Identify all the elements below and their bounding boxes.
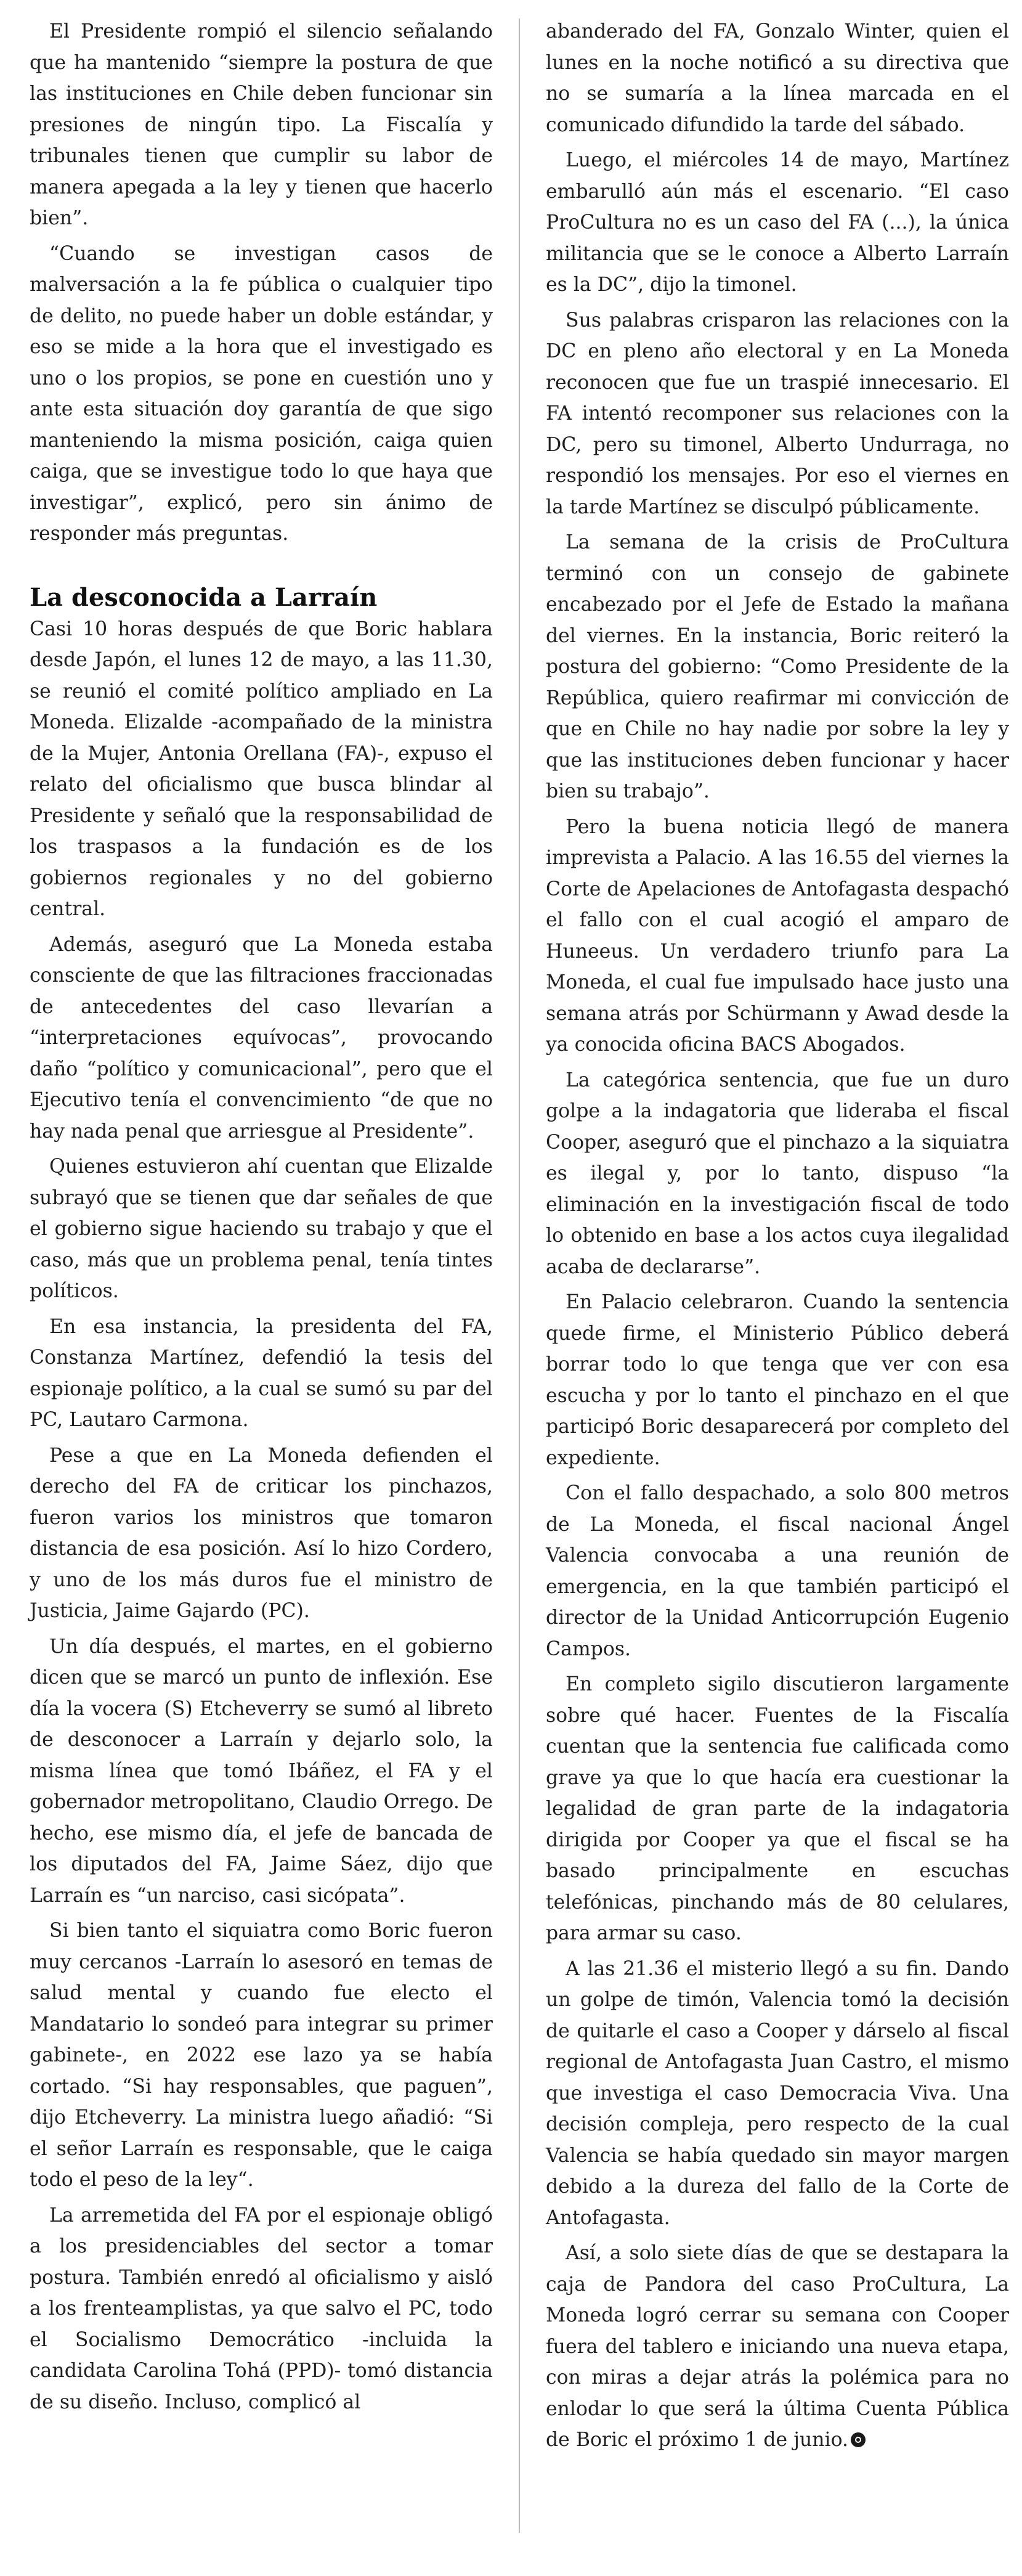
right-column [546,16,1009,2561]
left-column [30,16,493,2561]
paragraph: En Palacio celebraron. Cuando la sentencia quede firme, el Ministerio Público deberá borrar todo lo que tenga que ver con esa escucha y por lo tanto el pinchazo en el que participó Boric desaparecerá por completo del expediente. [546,1291,1009,1469]
paragraph: A las 21.36 el misterio llegó a su fin. Dando un golpe de timón, Valencia tomó la decisión de quitarle el caso a Cooper y dárselo al fiscal regional de Antofagasta Juan Castro, el mismo que investiga el caso Democracia Viva. Una decisión compleja, pero respecto de la cual Valencia se había quedado sin mayor margen debido a la dureza del fallo de la Corte de Antofagasta. [546,1957,1009,2229]
paragraph: La arremetida del FA por el espionaje obligó a los presidenciables del sector a tomar postura. También enredó al oficialismo y aisló a los frenteamplistas, ya que salvo el PC, todo el Socialismo Democrático -incluida la candidata Carolina Tohá (PPD)- tomó distancia de su diseño. Incluso, complicó al [30,2204,493,2413]
paragraph: Quienes estuvieron ahí cuentan que Elizalde subrayó que se tienen que dar señales de que el gobierno sigue haciendo su trabajo y que el caso, más que un problema penal, tenía tintes políticos. [30,1156,493,1302]
final-paragraph-text: Así, a solo siete días de que se destapara la caja de Pandora del caso ProCultura, La Moneda logró cerrar su semana con Cooper fuera del tablero e iniciando una nueva etapa, con miras a dejar atrás la polémica para no enlodar lo que será la última Cuenta Pública de Boric el próximo 1 de junio. [546,2242,1009,2451]
paragraph: abanderado del FA, Gonzalo Winter, quien el lunes en la noche notificó a su directiva que no se sumaría a la línea marcada en el comunicado difundido la tarde del sábado. [546,20,1009,136]
paragraph: El Presidente rompió el silencio señalando que ha mantenido “siempre la postura de que las instituciones en Chile deben funcionar sin presiones de ningún tipo. La Fiscalía y tribunales tienen que cumplir su labor de manera apegada a la ley y tienen que hacerlo bien”. [30,20,493,229]
paragraph: La categórica sentencia, que fue un duro golpe a la indagatoria que lideraba el fiscal Cooper, aseguró que el pinchazo a la siquiatra es ilegal y, por lo tanto, dispuso “la eliminación en la investigación fiscal de todo lo obtenido en base a los actos cuya ilegalidad acaba de declararse”. [546,1069,1009,1278]
paragraph: En esa instancia, la presidenta del FA, Constanza Martínez, defendió la tesis del espionaje político, a la cual se sumó su par del PC, Lautaro Carmona. [30,1315,493,1431]
column-divider [519,18,520,2533]
paragraph: En completo sigilo discutieron largamente sobre qué hacer. Fuentes de la Fiscalía cuentan que la sentencia fue calificada como grave ya que lo que hacía era cuestionar la legalidad de gran parte de la indagatoria dirigida por Cooper ya que el fiscal se ha basado principalmente en escuchas telefónicas, pinchando más de 80 celulares, para armar su caso. [546,1673,1009,1944]
paragraph: “Cuando se investigan casos de malversación a la fe pública o cualquier tipo de delito, no puede haber un doble estándar, y eso se mide a la hora que el investigado es uno o los propios, se pone en cuestión uno y ante esta situación doy garantía de que sigo manteniendo la misma posición, caiga quien caiga, que se investigue todo lo que haya que investigar”, explicó, pero sin ánimo de responder más preguntas. [30,242,493,545]
paragraph: Luego, el miércoles 14 de mayo, Martínez embarulló aún más el escenario. “El caso ProCultura no es un caso del FA (...), la única militancia que se le conoce a Alberto Larraín es la DC”, dijo la timonel. [546,149,1009,296]
paragraph: Pese a que en La Moneda defienden el derecho del FA de criticar los pinchazos, fueron varios los ministros que tomaron distancia de esa posición. Así lo hizo Cordero, y uno de los más duros fue el ministro de Justicia, Jaime Gajardo (PC). [30,1444,493,1622]
publication-end-mark-icon [851,2432,866,2447]
paragraph: Pero la buena noticia llegó de manera imprevista a Palacio. A las 16.55 del viernes la Corte de Apelaciones de Antofagasta despachó el fallo con el cual acogió el amparo de Huneeus. Un verdadero triunfo para La Moneda, el cual fue impulsado hace justo una semana atrás por Schürmann y Awad desde la ya conocida oficina BACS Abogados. [546,815,1009,1056]
paragraph: Sus palabras crisparon las relaciones con la DC en pleno año electoral y en La Moneda reconocen que fue un traspié innecesario. El FA intentó recomponer sus relaciones con la DC, pero su timonel, Alberto Undurraga, no respondió los mensajes. Por eso el viernes en la tarde Martínez se disculpó públicamente. [546,309,1009,518]
paragraph: Casi 10 horas después de que Boric hablara desde Japón, el lunes 12 de mayo, a las 11.30, se reunió el comité político ampliado en La Moneda. Elizalde -acompañado de la ministra de la Mujer, Antonia Orellana (FA)-, expuso el relato del oficialismo que busca blindar al Presidente y señaló que la responsabilidad de los traspasos a la fundación es de los gobiernos regionales y no del gobierno central. [30,618,493,920]
article-page [30,16,1009,2561]
section-subheading: La desconocida a Larraín [30,582,378,612]
paragraph: Con el fallo despachado, a solo 800 metros de La Moneda, el fiscal nacional Ángel Valencia convocaba a una reunión de emergencia, en la que también participó el director de la Unidad Anticorrupción Eugenio Campos. [546,1482,1009,1660]
paragraph: Si bien tanto el siquiatra como Boric fueron muy cercanos -Larraín lo asesoró en temas de salud mental y cuando fue electo el Mandatario lo sondeó para integrar su primer gabinete-, en 2022 ese lazo ya se había cortado. “Si hay responsables, que paguen”, dijo Etcheverry. La ministra luego añadió: “Si el señor Larraín es responsable, que le caiga todo el peso de la ley“. [30,1920,493,2191]
paragraph: La semana de la crisis de ProCultura terminó con un consejo de gabinete encabezado por el Jefe de Estado la mañana del viernes. En la instancia, Boric reiteró la postura del gobierno: “Como Presidente de la República, quiero reafirmar mi convicción de que en Chile no hay nadie por sobre la ley y que las instituciones deben funcionar y hacer bien su trabajo”. [546,531,1009,802]
paragraph: Un día después, el martes, en el gobierno dicen que se marcó un punto de inflexión. Ese día la vocera (S) Etcheverry se sumó al libreto de desconocer a Larraín y dejarlo solo, la misma línea que tomó Ibáñez, el FA y el gobernador metropolitano, Claudio Orrego. De hecho, ese mismo día, el jefe de bancada de los diputados del FA, Jaime Sáez, dijo que Larraín es “un narciso, casi sicópata”. [30,1635,493,1907]
paragraph: Además, aseguró que La Moneda estaba consciente de que las filtraciones fraccionadas de antecedentes del caso llevarían a “interpretaciones equívocas”, provocando daño “político y comunicacional”, pero que el Ejecutivo tenía el convencimiento “de que no hay nada penal que arriesgue al Presidente”. [30,933,493,1143]
final-paragraph [546,2238,1009,2456]
